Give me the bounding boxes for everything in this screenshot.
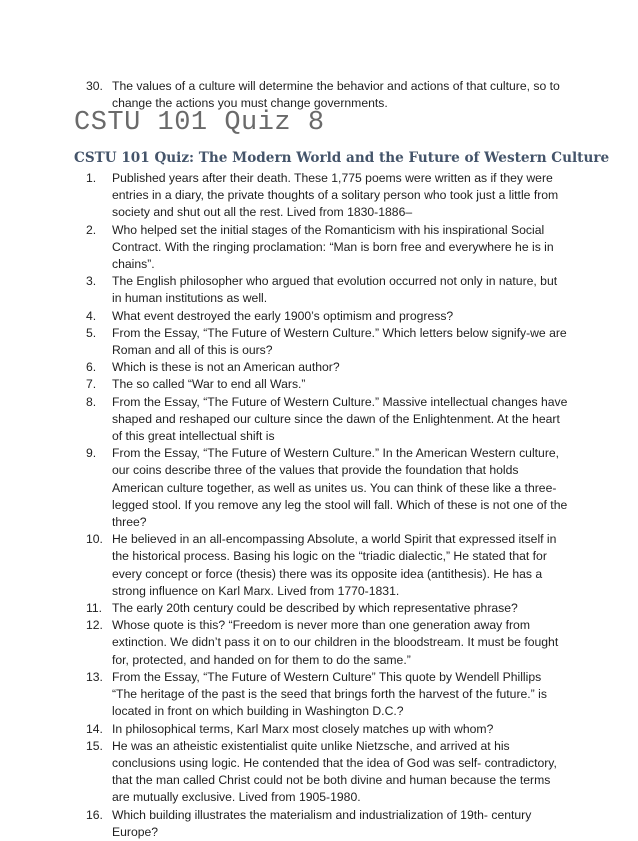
question-item bbox=[86, 273, 568, 307]
question-item bbox=[86, 738, 568, 807]
question-text: From the Essay, “The Future of Western Culture” This quote by Wendell Phillips “The heritage of the past is the seed that brings forth the harvest of the future.” is located in front on which building in Washington D.C.? bbox=[112, 669, 547, 719]
question-item bbox=[86, 721, 568, 738]
question-item bbox=[86, 669, 568, 721]
question-number: 16. bbox=[86, 807, 103, 822]
question-text: What event destroyed the early 1900’s optimism and progress? bbox=[112, 308, 454, 323]
question-number: 13. bbox=[86, 669, 103, 684]
question-text: The so called “War to end all Wars.” bbox=[112, 377, 306, 392]
question-text: The early 20th century could be described by which representative phrase? bbox=[112, 601, 518, 616]
question-text: He was an atheistic existentialist quite unlike Nietzsche, and arrived at his conclusions using logic. He contended that the idea of God was self- contradictory, that the man called Christ could not be both divine and human because the terms are mutually exclusive. Lived from 1905-1980. bbox=[112, 738, 557, 805]
question-item bbox=[86, 807, 568, 841]
question-number: 5. bbox=[86, 325, 97, 340]
question-item bbox=[86, 170, 568, 222]
question-text: The English philosopher who argued that evolution occurred not only in nature, but in human institutions as well. bbox=[112, 274, 558, 306]
question-number: 6. bbox=[86, 360, 97, 375]
question-number: 12. bbox=[86, 618, 103, 633]
question-item bbox=[86, 617, 568, 669]
question-text: Whose quote is this? “Freedom is never more than one generation away from extinction. We didn’t pass it on to our children in the bloodstream. It must be fought for, protected, and handed on for them to do the same.” bbox=[112, 618, 559, 667]
question-item bbox=[86, 445, 568, 531]
question-number: 30. bbox=[86, 79, 103, 93]
question-number: 14. bbox=[86, 721, 103, 736]
question-list bbox=[86, 170, 568, 841]
question-text: Published years after their death. These 1,775 poems were written as if they were entries in a diary, the private thoughts of a solitary person who took just a little from society and shut out all the rest. Lived from 1830-1886– bbox=[112, 171, 559, 220]
question-number: 8. bbox=[86, 394, 97, 409]
question-item bbox=[86, 394, 568, 446]
question-number: 11. bbox=[86, 601, 103, 616]
question-text: Which is these is not an American author? bbox=[112, 360, 340, 375]
question-item bbox=[86, 531, 568, 600]
question-text: The values of a culture will determine the behavior and actions of that culture, so to change the actions you must change governments. bbox=[112, 79, 560, 111]
question-text: From the Essay, “The Future of Western Culture.” In the American Western culture, our coins describe three of the values that provide the foundation that holds American culture together, as well as unites us. You can think of these like a three-legged stool. If you remove any leg the stool will fall. Which of these is not one of the three? bbox=[112, 446, 568, 530]
question-number: 15. bbox=[86, 738, 103, 753]
question-item bbox=[86, 600, 568, 617]
question-text: He believed in an all-encompassing Absolute, a world Spirit that expressed itself in the historical process. Basing his logic on the “triadic dialectic,” He stated that for every concept or force (thesis) there was its opposite idea (antithesis). He has a strong influence on Karl Marx. Lived from 1770-1831. bbox=[112, 532, 557, 598]
question-number: 10. bbox=[86, 532, 103, 547]
question-number: 1. bbox=[86, 171, 97, 185]
question-number: 2. bbox=[86, 222, 97, 237]
question-item bbox=[86, 359, 568, 376]
question-item bbox=[86, 222, 568, 274]
question-number: 4. bbox=[86, 308, 97, 323]
quiz-title: CSTU 101 Quiz 8 bbox=[74, 108, 325, 138]
question-item bbox=[86, 376, 568, 393]
question-text: Who helped set the initial stages of the Romanticism with his inspirational Social Contract. With the ringing proclamation: “Man is born free and everywhere he is in chains”. bbox=[112, 222, 554, 272]
quiz-heading: CSTU 101 Quiz: The Modern World and the Future of Western Culture bbox=[74, 150, 610, 166]
question-text: From the Essay, “The Future of Western Culture.” Massive intellectual changes have shaped and reshaped our culture since the dawn of the Enlightenment. At the heart of this great intellectual shift is bbox=[112, 394, 568, 444]
question-item bbox=[86, 325, 568, 359]
question-text: In philosophical terms, Karl Marx most closely matches up with whom? bbox=[112, 721, 494, 736]
question-number: 9. bbox=[86, 446, 97, 461]
question-item bbox=[86, 308, 568, 325]
question-text: From the Essay, “The Future of Western Culture.” Which letters below signify-we are Roman and all of this is ours? bbox=[112, 325, 567, 358]
question-text: Which building illustrates the materialism and industrialization of 19th- century Europe? bbox=[112, 807, 532, 839]
question-number: 3. bbox=[86, 274, 97, 289]
question-number: 7. bbox=[86, 377, 97, 392]
